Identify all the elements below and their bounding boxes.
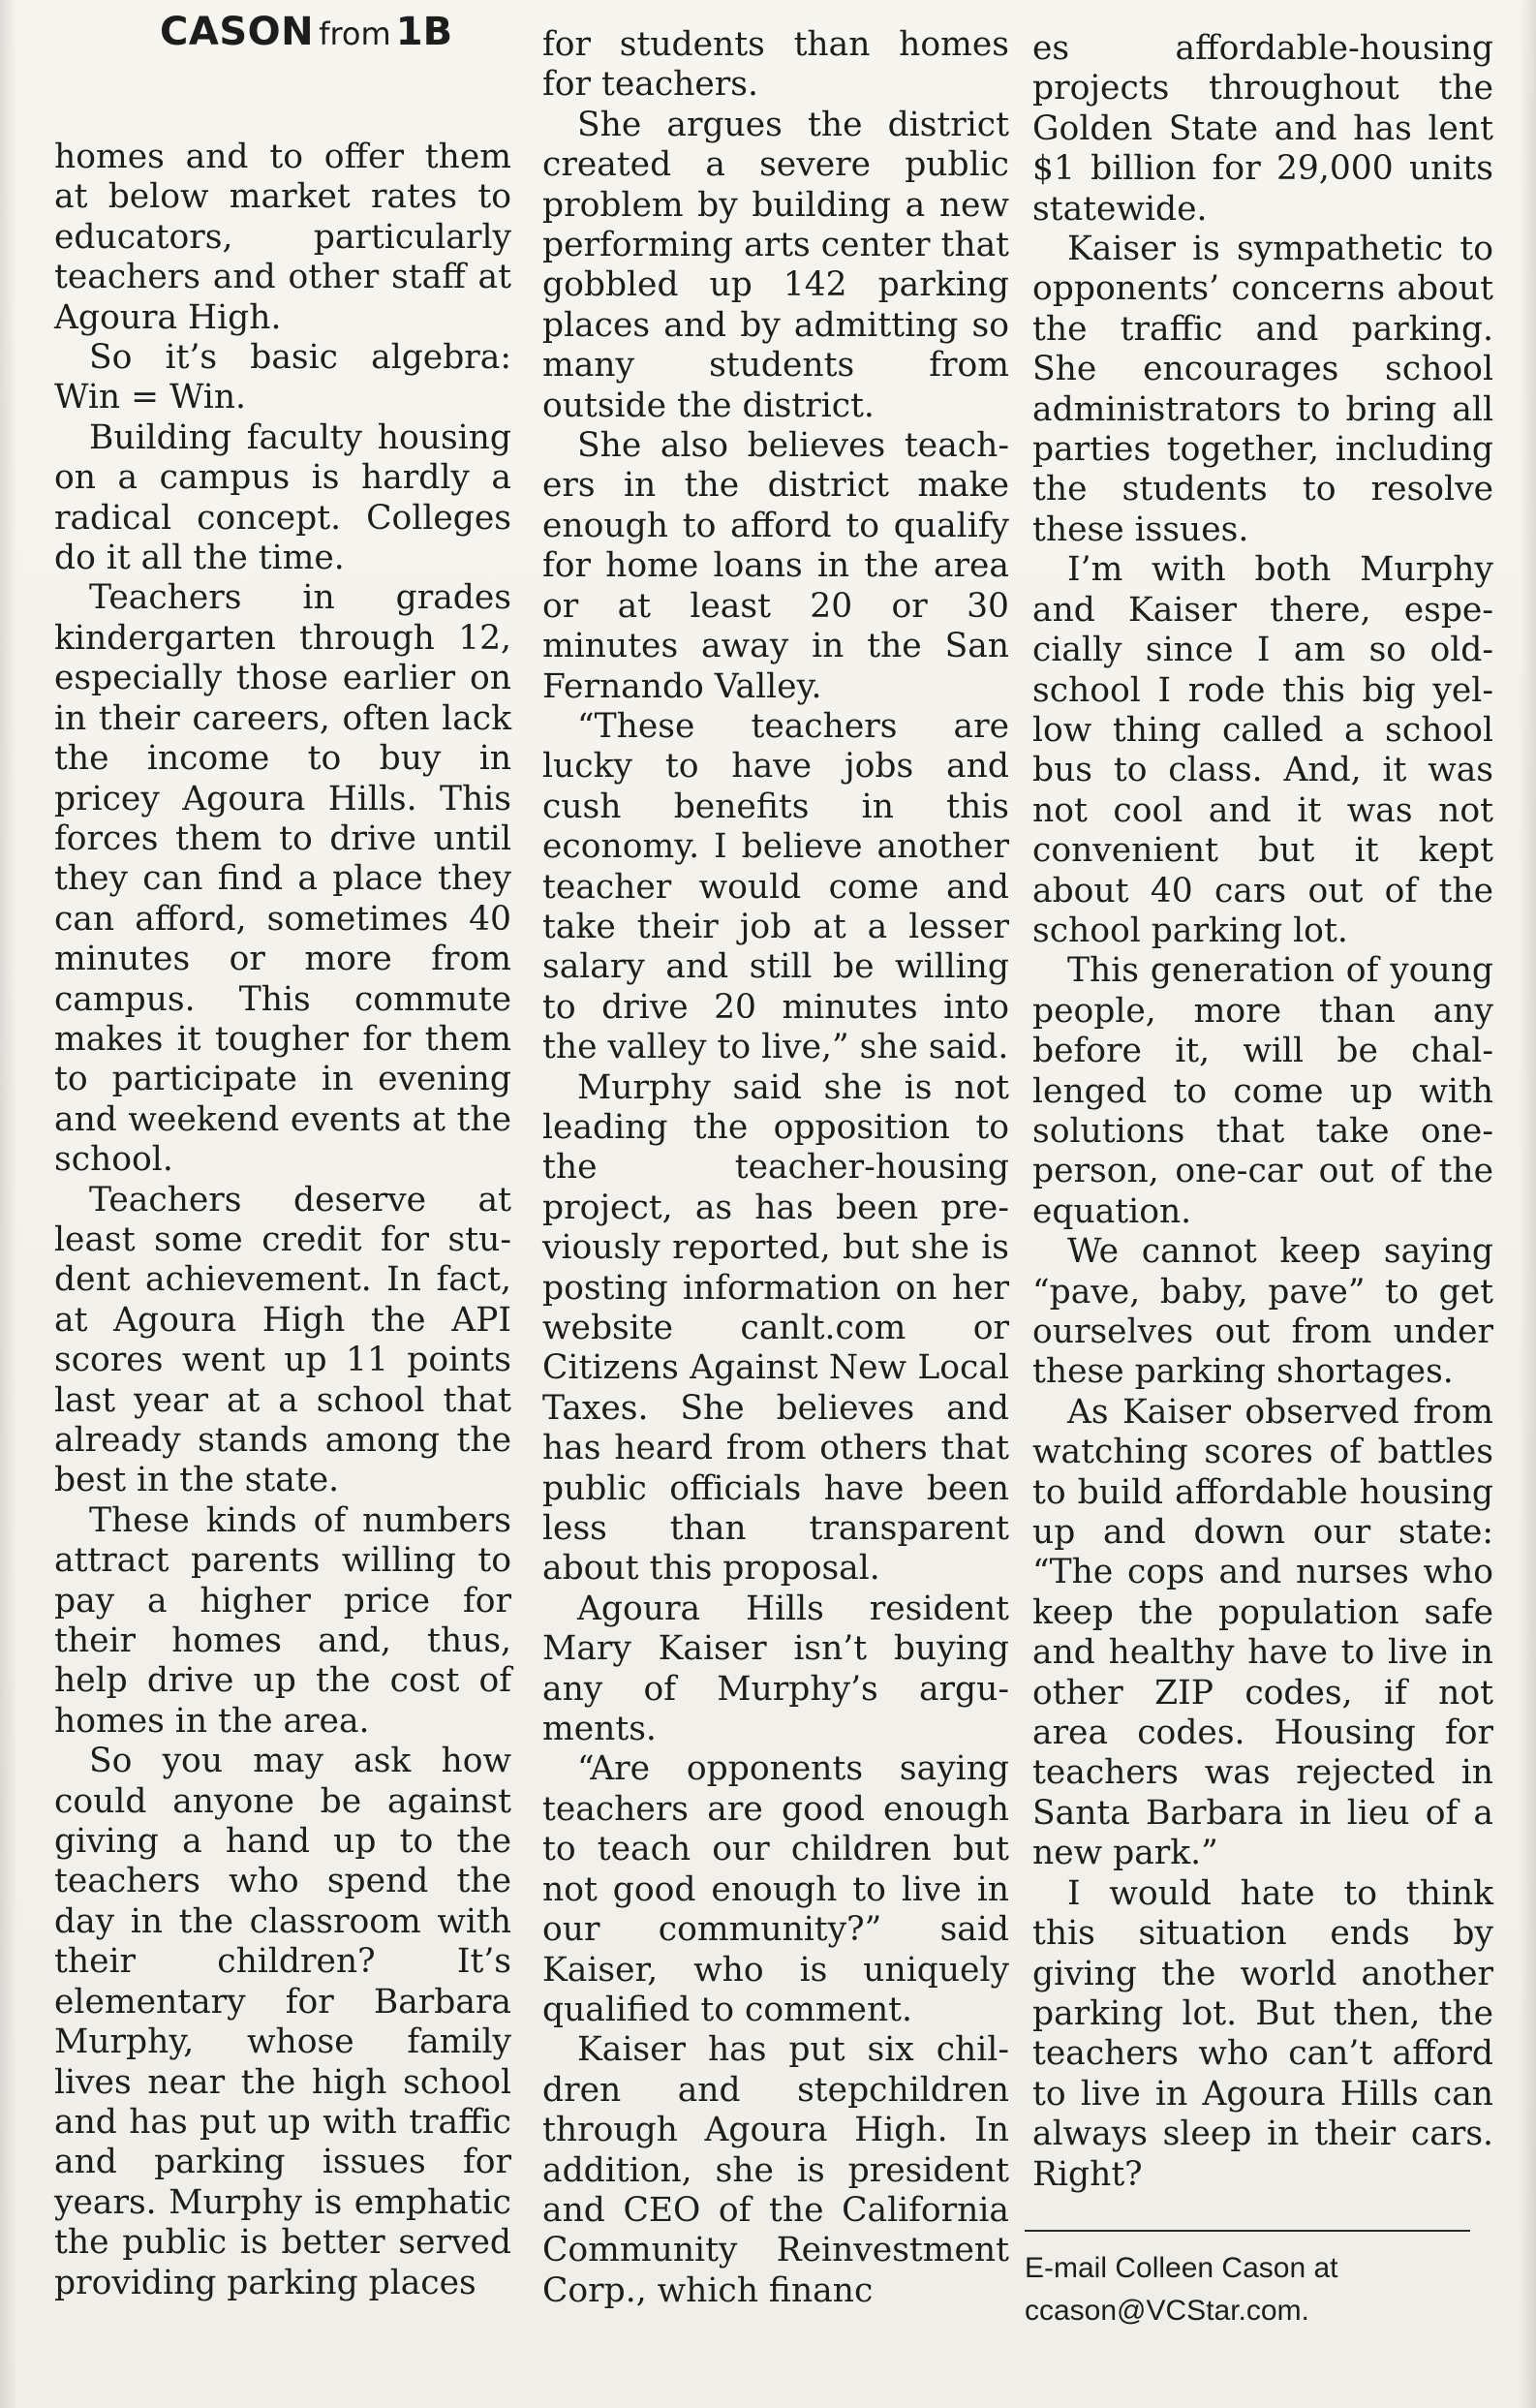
- paragraph: Agoura Hills resident Mary Kaiser isn’t buying any of Murphy’s arguments.: [542, 1589, 1009, 1749]
- author-email: ccason@VCStar.com.: [1025, 2295, 1309, 2327]
- jump-headline: [160, 10, 452, 54]
- paragraph: This generation of young people, more than any before it, will be challenged to come up with solutions that take one-person, one-car out of the equation.: [1032, 951, 1493, 1231]
- paragraph: for students than homes for teachers.: [542, 25, 1009, 105]
- paragraph: She argues the district created a severe public problem by building a new performing arts center that gobbled up 142 parking places and by admitting so many students from outside the district.: [542, 105, 1009, 425]
- article-column-3: [1032, 29, 1493, 2195]
- paragraph: Building faculty housing on a campus is hardly a radical concept. Colleges do it all the time.: [54, 417, 511, 578]
- paragraph: Kaiser has put six children and stepchildren through Agoura High. In addition, she is president and CEO of the California Community Reinvestment Corp., which financ: [542, 2030, 1009, 2310]
- jump-page-ref: 1B: [395, 10, 453, 54]
- page-shadow-left: [0, 0, 17, 2408]
- jump-from-word: from: [319, 15, 391, 52]
- paragraph: “Are opponents saying teachers are good enough to teach our children but not good enough to live in our community?” said Kaiser, who is uniquely qualified to comment.: [542, 1749, 1009, 2029]
- signoff-line: E-mail Colleen Cason at: [1025, 2252, 1338, 2284]
- paragraph: So you may ask how could anyone be against giving a hand up to the teachers who spend the day in the classroom with their children? It’s elementary for Barbara Murphy, whose family lives near the high school and has put up with traffic and parking issues for years. Murphy is emphatic the public is better served providing parking places: [54, 1742, 511, 2302]
- signoff-rule: [1025, 2230, 1470, 2232]
- paragraph: I’m with both Murphy and Kaiser there, especially since I am so old-school I rode this big yellow thing called a school bus to class. And, it was not cool and it was not convenient but it kept about 40 cars out of the school parking lot.: [1032, 550, 1493, 950]
- paragraph: I would hate to think this situation ends by giving the world another parking lot. But then, the teachers who can’t afford to live in Agoura Hills can always sleep in their cars. Right?: [1032, 1873, 1493, 2194]
- paragraph: So it’s basic algebra: Win = Win.: [54, 338, 511, 417]
- page-shadow-right: [1519, 0, 1536, 2408]
- paragraph: Kaiser is sympathetic to opponents’ concerns about the traffic and parking. She encourages school administrators to bring all parties together, including the students to resolve these issues.: [1032, 230, 1493, 549]
- author-signoff: [1025, 2247, 1480, 2332]
- paragraph: “These teachers are lucky to have jobs and cush benefits in this economy. I believe another teacher would come and take their job at a lesser salary and still be willing to drive 20 minutes into the valley to live,” she said.: [542, 706, 1009, 1067]
- paragraph: homes and to offer them at below market rates to educators, particularly teachers and other staff at Agoura High.: [54, 138, 511, 337]
- paragraph: es affordable-housing projects throughout the Golden State and has lent $1 billion for 29,000 units statewide.: [1032, 29, 1493, 229]
- paragraph: Murphy said she is not leading the opposition to the teacher-housing project, as has been previously reported, but she is posting information on her website canlt.com or Citizens Against New Local Taxes. She believes and has heard from others that public officials have been less than transparent about this proposal.: [542, 1067, 1009, 1589]
- paragraph: These kinds of numbers attract parents willing to pay a higher price for their homes and, thus, help drive up the cost of homes in the area.: [54, 1500, 511, 1741]
- article-column-2: [542, 25, 1009, 2311]
- article-column-1: [54, 138, 511, 2303]
- paragraph: Teachers in grades kindergarten through 12, especially those earlier on in their careers, often lack the income to buy in pricey Agoura Hills. This forces them to drive until they can find a place they can afford, sometimes 40 minutes or more from campus. This commute makes it tougher for them to participate in evening and weekend events at the school.: [54, 578, 511, 1180]
- paragraph: Teachers deserve at least some credit for student achievement. In fact, at Agoura High the API scores went up 11 points last year at a school that already stands among the best in the state.: [54, 1180, 511, 1500]
- paragraph: We cannot keep saying “pave, baby, pave” to get ourselves out from under these parking shortages.: [1032, 1232, 1493, 1392]
- paragraph: As Kaiser observed from watching scores of battles to build affordable housing up and down our state: “The cops and nurses who keep the population safe and healthy have to live in other ZIP codes, if not area codes. Housing for teachers was rejected in Santa Barbara in lieu of a new park.”: [1032, 1392, 1493, 1873]
- jump-author-name: CASON: [160, 10, 315, 54]
- paragraph: She also believes teachers in the district make enough to afford to qualify for home loans in the area or at least 20 or 30 minutes away in the San Fernando Valley.: [542, 426, 1009, 706]
